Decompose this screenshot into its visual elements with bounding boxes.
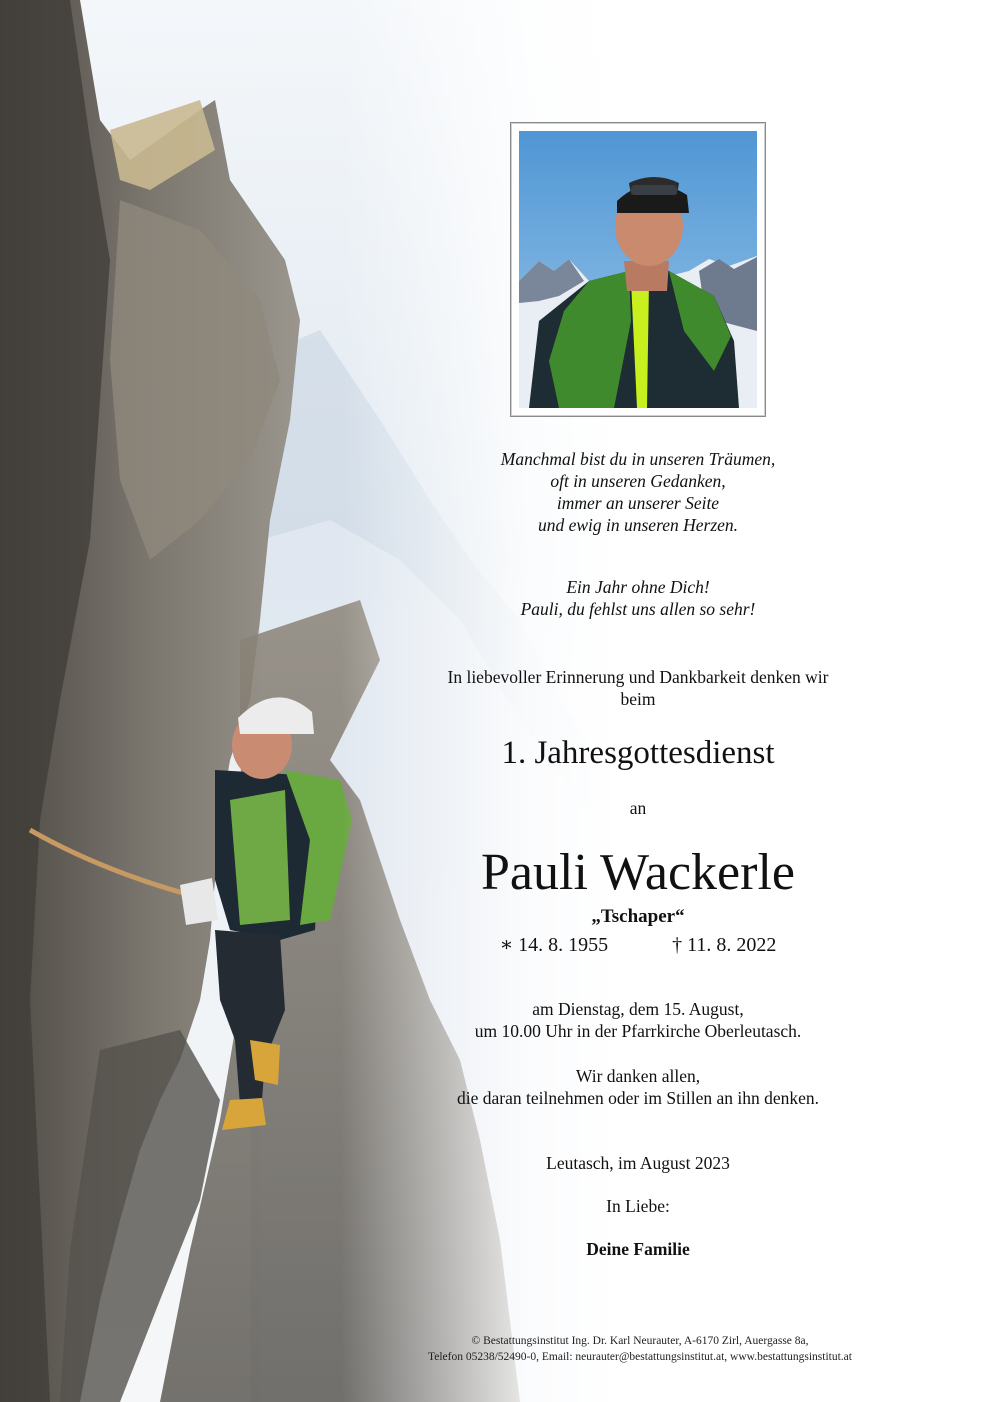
deceased-name: Pauli Wackerle [481,844,795,901]
death-symbol: † [672,934,683,956]
dedication [400,576,876,620]
birth-symbol: ∗ [499,934,514,956]
dedication-line: Ein Jahr ohne Dich! [566,577,710,597]
service-line: am Dienstag, dem 15. August, [532,999,744,1019]
thanks-text [400,1065,876,1109]
poem [400,448,876,536]
event-title: 1. Jahresgottesdienst [501,735,775,771]
family-signature: Deine Familie [586,1239,690,1259]
life-dates [400,932,876,958]
connector-an: an [629,798,647,818]
footer-imprint [340,1333,940,1365]
footer-line: Telefon 05238/52490-0, Email: neurauter@bestattungsinstitut.at, www.bestattungsinstitut.at [428,1351,852,1363]
portrait-photo [519,131,757,408]
poem-line: immer an unserer Seite [556,493,720,513]
intro-line: beim [620,689,656,709]
service-line: um 10.00 Uhr in der Pfarrkirche Oberleutasch. [474,1021,802,1041]
portrait-frame [510,122,766,417]
death-date: 11. 8. 2022 [687,934,777,956]
in-love-label: In Liebe: [606,1196,670,1216]
poem-line: oft in unseren Gedanken, [550,471,726,491]
footer-line: © Bestattungsinstitut Ing. Dr. Karl Neurauter, A-6170 Zirl, Auergasse 8a, [471,1335,809,1347]
intro-line: In liebevoller Erinnerung und Dankbarkeit denken wir [447,667,829,687]
deceased-nickname: „Tschaper“ [591,906,685,927]
birth-date: 14. 8. 1955 [518,934,609,956]
thanks-line: die daran teilnehmen oder im Stillen an ihn denken. [456,1088,820,1108]
poem-line: und ewig in unseren Herzen. [537,515,739,535]
dedication-line: Pauli, du fehlst uns allen so sehr! [520,599,756,619]
poem-line: Manchmal bist du in unseren Träumen, [500,449,776,469]
place-date: Leutasch, im August 2023 [546,1153,730,1173]
thanks-line: Wir danken allen, [575,1066,701,1086]
service-details [400,998,876,1042]
intro-text [400,666,876,710]
